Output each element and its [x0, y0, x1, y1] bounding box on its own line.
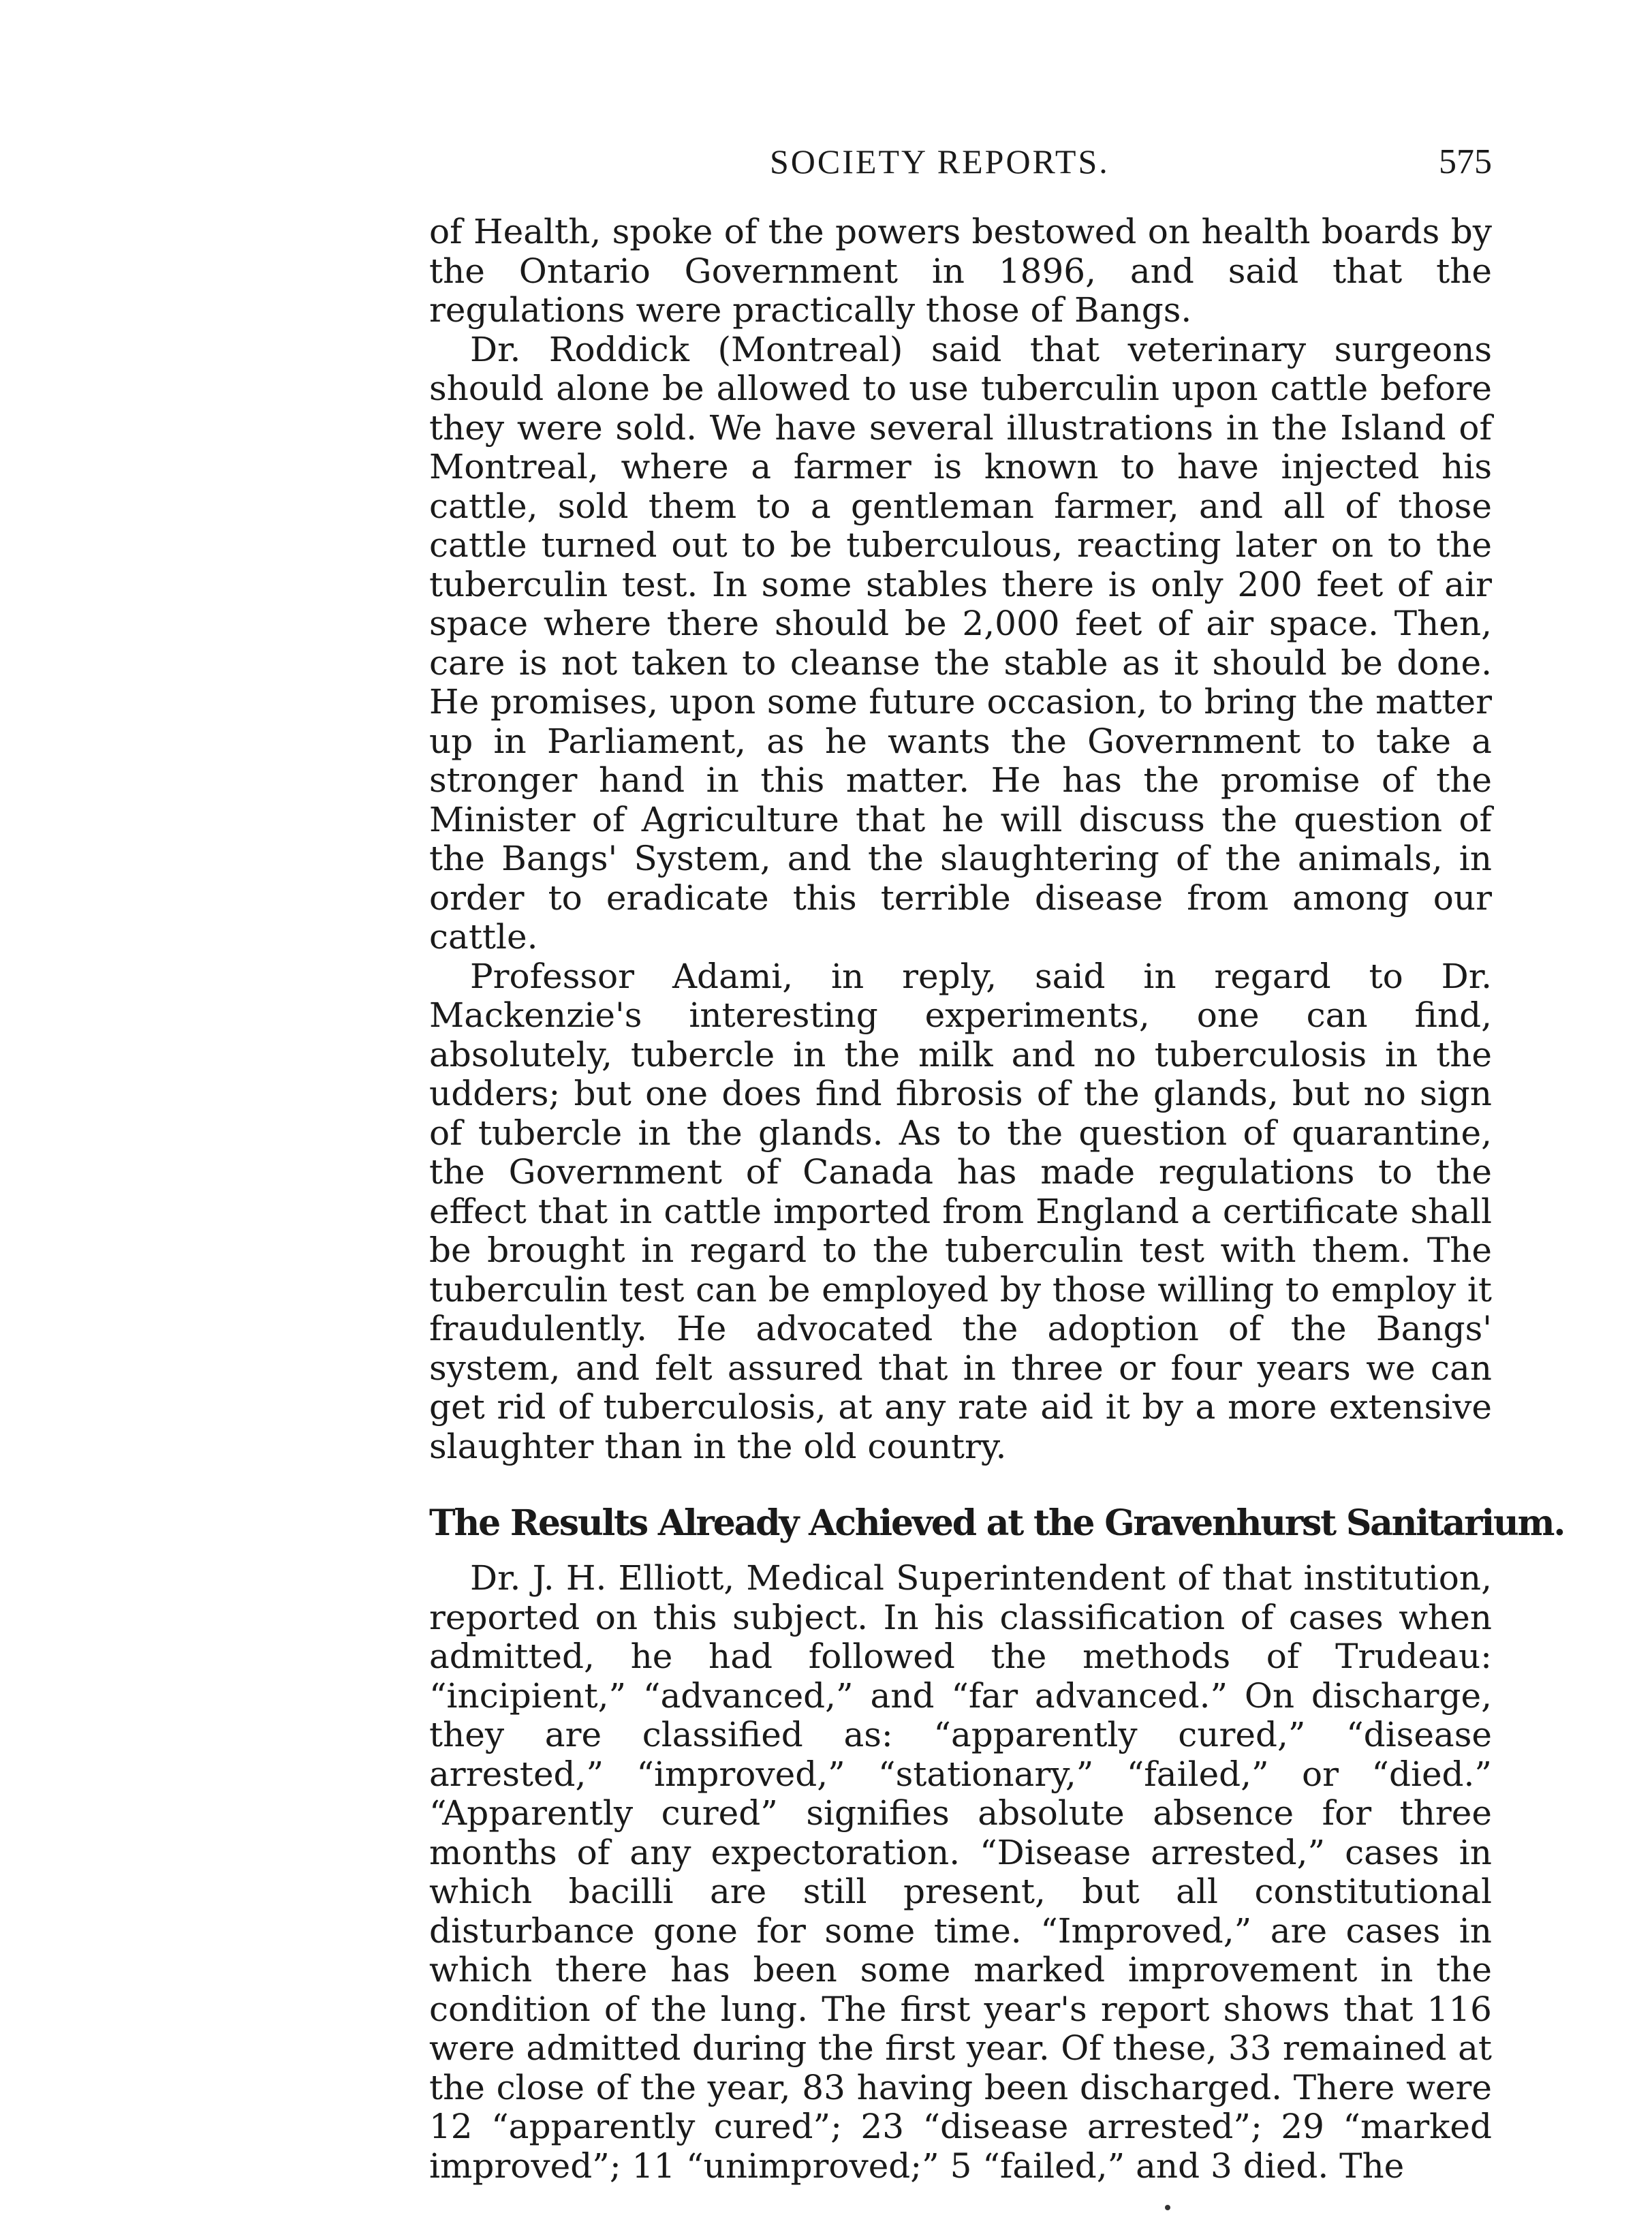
section-heading: The Results Already Achieved at the Gravenhurst Sanitarium. — [429, 1502, 1565, 1544]
paragraph-elliott: Dr. J. H. Elliott, Medical Superintendent of that institution, reported on this subject. In his classification of cases when admitted, he had followed the methods of Trudeau: “incipient,” “advanced,” and “far advanced.” On discharge, they are classified as: “apparently cured,” “disease arrested,” “improved,” “stationary,” “failed,” or “died.” “Apparently cured” signifies absolute absence for three months of any expectoration. “Disease arrested,” cases in which bacilli are still present, but all constitutional disturbance gone for some time. “Improved,” are cases in which there has been some marked improvement in the condition of the lung. The first year's report shows that 116 were admitted during the first year. Of these, 33 remained at the close of the year, 83 having been discharged. There were 12 “apparently cured”; 23 “disease arrested”; 29 “marked improved”; 11 “unimproved;” 5 “failed,” and 3 died. The — [429, 1558, 1492, 2186]
body-text — [429, 212, 1565, 2186]
paragraph-adami: Professor Adami, in reply, said in regard to Dr. Mackenzie's interesting experiments, one can find, absolutely, tubercle in the milk and no tuberculosis in the udders; but one does find fibrosis of the glands, but no sign of tubercle in the glands. As to the question of quarantine, the Government of Canada has made regulations to the effect that in cattle imported from England a certificate shall be brought in regard to the tuberculin test with them. The tuberculin test can be employed by those willing to employ it fraudulently. He advocated the adoption of the Bangs' system, and felt assured that in three or four years we can get rid of tuberculosis, at any rate aid it by a more extensive slaughter than in the old country. — [429, 956, 1492, 1466]
running-head — [429, 142, 1492, 196]
page-number: 575 — [1439, 142, 1492, 181]
running-head-title: SOCIETY REPORTS. — [770, 142, 1110, 181]
print-speck — [1165, 2205, 1170, 2210]
paragraph-continuation: of Health, spoke of the powers bestowed on health boards by the Ontario Government in 1896, and said that the regulations were practically those of Bangs. — [429, 212, 1492, 330]
paragraph-roddick: Dr. Roddick (Montreal) said that veterinary surgeons should alone be allowed to use tuberculin upon cattle before they were sold. We have several illustrations in the Island of Montreal, where a farmer is known to have injected his cattle, sold them to a gentleman farmer, and all of those cattle turned out to be tuberculous, reacting later on to the tuberculin test. In some stables there is only 200 feet of air space where there should be 2,000 feet of air space. Then, care is not taken to cleanse the stable as it should be done. He promises, upon some future occasion, to bring the matter up in Parliament, as he wants the Government to take a stronger hand in this matter. He has the promise of the Minister of Agriculture that he will discuss the question of the Bangs' System, and the slaughtering of the animals, in order to eradicate this terrible disease from among our cattle. — [429, 329, 1492, 957]
